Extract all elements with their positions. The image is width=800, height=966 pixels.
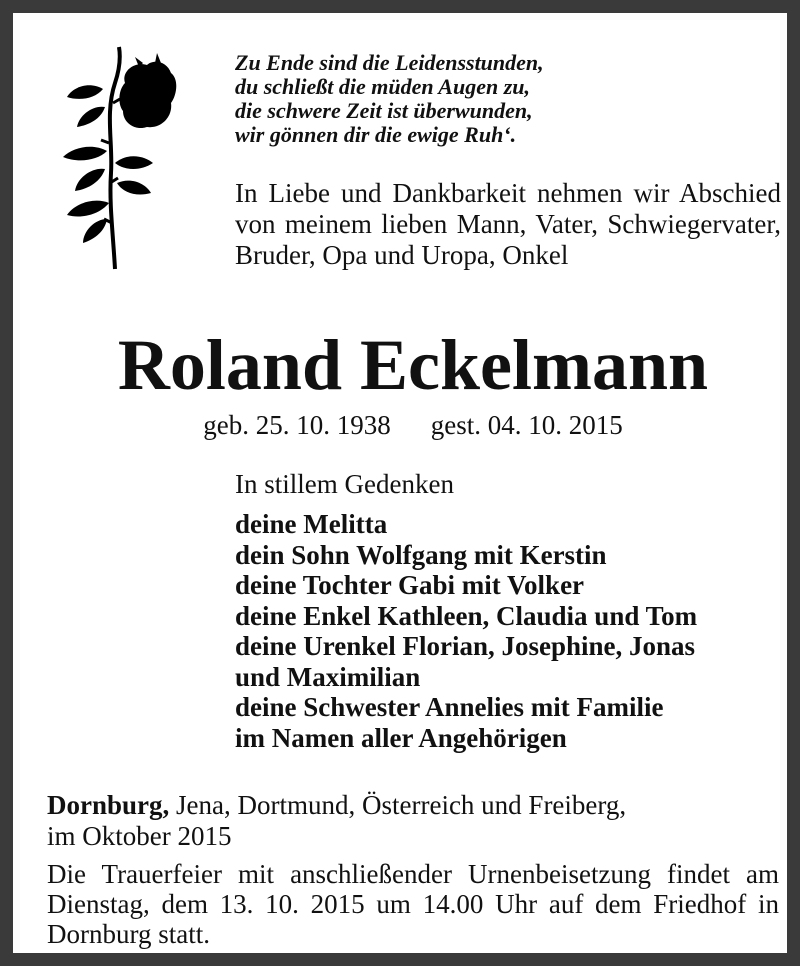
notice-date: im Oktober 2015 bbox=[47, 821, 232, 851]
mourner-line: deine Melitta bbox=[235, 509, 388, 539]
life-dates bbox=[13, 408, 800, 442]
mourner-line: deine Enkel Kathleen, Claudia und Tom bbox=[235, 600, 698, 631]
mourners-list bbox=[235, 509, 795, 753]
death-date: gest. 04. 10. 2015 bbox=[430, 410, 623, 440]
mourner-line: deine Tochter Gabi mit Volker bbox=[235, 570, 585, 600]
mourner-line: und Maximilian bbox=[235, 661, 421, 692]
deceased-name: Roland Eckelmann bbox=[117, 325, 709, 405]
birth-date: geb. 25. 10. 1938 bbox=[203, 410, 391, 440]
mourner-line: im Namen aller Angehörigen bbox=[235, 722, 567, 753]
memory-label: In stillem Gedenken bbox=[235, 469, 454, 499]
mourner-line: deine Urenkel Florian, Josephine, Jonas bbox=[235, 631, 696, 661]
mourner-line: deine Schwester Annelies mit Familie bbox=[235, 692, 664, 722]
poem-line: die schwere Zeit ist überwunden, bbox=[235, 98, 533, 123]
poem-line: wir gönnen dir die ewige Ruh‘. bbox=[235, 122, 517, 147]
intro-text: In Liebe und Dankbarkeit nehmen wir Abschied von meinem lieben Mann, Vater, Schwiegervater, Bruder, Opa und Uropa, Onkel bbox=[235, 178, 781, 270]
funeral-notice: Die Trauerfeier mit anschließender Urnenbeisetzung findet am Dienstag, dem 13. 10. 2015 um 14.00 Uhr auf dem Friedhof in Dornburg statt. bbox=[47, 859, 779, 949]
rose-icon bbox=[43, 43, 183, 271]
place-and-date bbox=[47, 790, 787, 852]
poem-line: Zu Ende sind die Leidensstunden, bbox=[235, 50, 544, 75]
mourner-line: dein Sohn Wolfgang mit Kerstin bbox=[235, 539, 607, 570]
poem bbox=[235, 51, 775, 147]
poem-line: du schließt die müden Augen zu, bbox=[235, 74, 531, 99]
place-rest: Jena, Dortmund, Österreich und Freiberg, bbox=[169, 790, 627, 820]
place-main: Dornburg, bbox=[47, 790, 170, 820]
